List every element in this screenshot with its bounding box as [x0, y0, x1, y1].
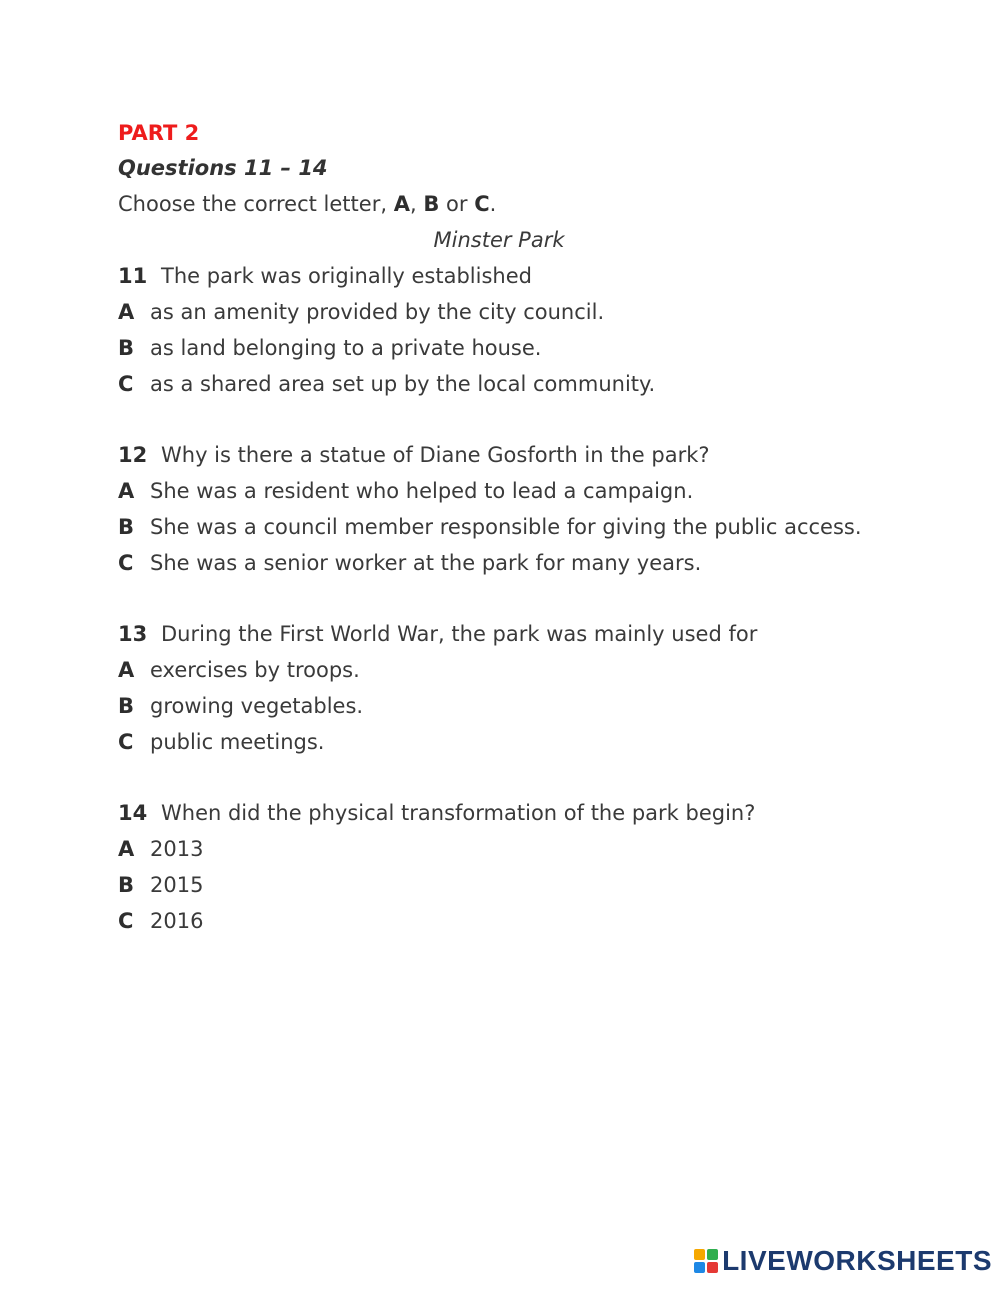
- question-11: [118, 258, 978, 294]
- option-text: as an amenity provided by the city council.: [150, 300, 605, 324]
- question-14: [118, 795, 978, 831]
- option-text: exercises by troops.: [150, 658, 360, 682]
- option-11-a: [118, 294, 978, 330]
- question-spacer: [118, 402, 978, 437]
- question-text: When did the physical transformation of the park begin?: [161, 801, 756, 825]
- option-11-c: [118, 366, 978, 402]
- option-14-b: [118, 867, 978, 903]
- instruction-prefix: Choose the correct letter,: [118, 192, 394, 216]
- option-text: as a shared area set up by the local community.: [150, 372, 656, 396]
- option-13-a: [118, 652, 978, 688]
- part-title: PART 2: [118, 121, 200, 145]
- option-text: She was a resident who helped to lead a campaign.: [150, 479, 694, 503]
- question-text: The park was originally established: [161, 264, 532, 288]
- option-letter: B: [118, 873, 135, 897]
- option-text: 2015: [150, 873, 204, 897]
- question-text: During the First World War, the park was mainly used for: [161, 622, 758, 646]
- section-title: Minster Park: [433, 228, 565, 252]
- option-text: She was a council member responsible for giving the public access.: [150, 515, 862, 539]
- option-text: 2013: [150, 837, 204, 861]
- option-text: She was a senior worker at the park for many years.: [150, 551, 702, 575]
- option-11-b: [118, 330, 978, 366]
- question-number: 12: [118, 443, 148, 467]
- option-13-c: [118, 724, 978, 760]
- question-number: 13: [118, 622, 148, 646]
- option-12-c: [118, 545, 978, 581]
- option-letter: A: [118, 837, 135, 861]
- option-14-a: [118, 831, 978, 867]
- question-spacer: [118, 760, 978, 795]
- option-letter: C: [118, 551, 134, 575]
- instruction-comma: ,: [409, 192, 417, 216]
- question-13: [118, 616, 978, 652]
- instruction-period: .: [489, 192, 497, 216]
- option-letter: A: [118, 479, 135, 503]
- logo-block-icon: [707, 1249, 718, 1260]
- logo-block-icon: [694, 1249, 705, 1260]
- option-letter: C: [118, 730, 134, 754]
- option-text: growing vegetables.: [150, 694, 364, 718]
- option-text: public meetings.: [150, 730, 325, 754]
- logo-blocks-icon: [694, 1249, 718, 1273]
- option-letter: A: [118, 300, 135, 324]
- liveworksheets-logo: [694, 1245, 992, 1277]
- instruction-line: [118, 186, 978, 222]
- instruction-letter-b: B: [423, 192, 440, 216]
- option-letter: B: [118, 694, 135, 718]
- option-12-a: [118, 473, 978, 509]
- option-text: as land belonging to a private house.: [150, 336, 542, 360]
- instruction-letter-c: C: [474, 192, 490, 216]
- option-letter: B: [118, 515, 135, 539]
- instruction-letter-a: A: [393, 192, 410, 216]
- option-letter: C: [118, 909, 134, 933]
- option-text: 2016: [150, 909, 204, 933]
- questions-range: Questions 11 – 14: [118, 156, 328, 180]
- logo-text: LIVEWORKSHEETS: [722, 1245, 992, 1276]
- question-spacer: [118, 581, 978, 616]
- option-letter: B: [118, 336, 135, 360]
- option-12-b: [118, 509, 978, 545]
- logo-block-icon: [694, 1262, 705, 1273]
- option-letter: C: [118, 372, 134, 396]
- option-letter: A: [118, 658, 135, 682]
- option-13-b: [118, 688, 978, 724]
- option-14-c: [118, 903, 978, 939]
- worksheet-page: [118, 116, 978, 939]
- instruction-or: or: [439, 192, 475, 216]
- question-text: Why is there a statue of Diane Gosforth in the park?: [161, 443, 710, 467]
- logo-block-icon: [707, 1262, 718, 1273]
- question-number: 14: [118, 801, 148, 825]
- question-number: 11: [118, 264, 148, 288]
- question-12: [118, 437, 978, 473]
